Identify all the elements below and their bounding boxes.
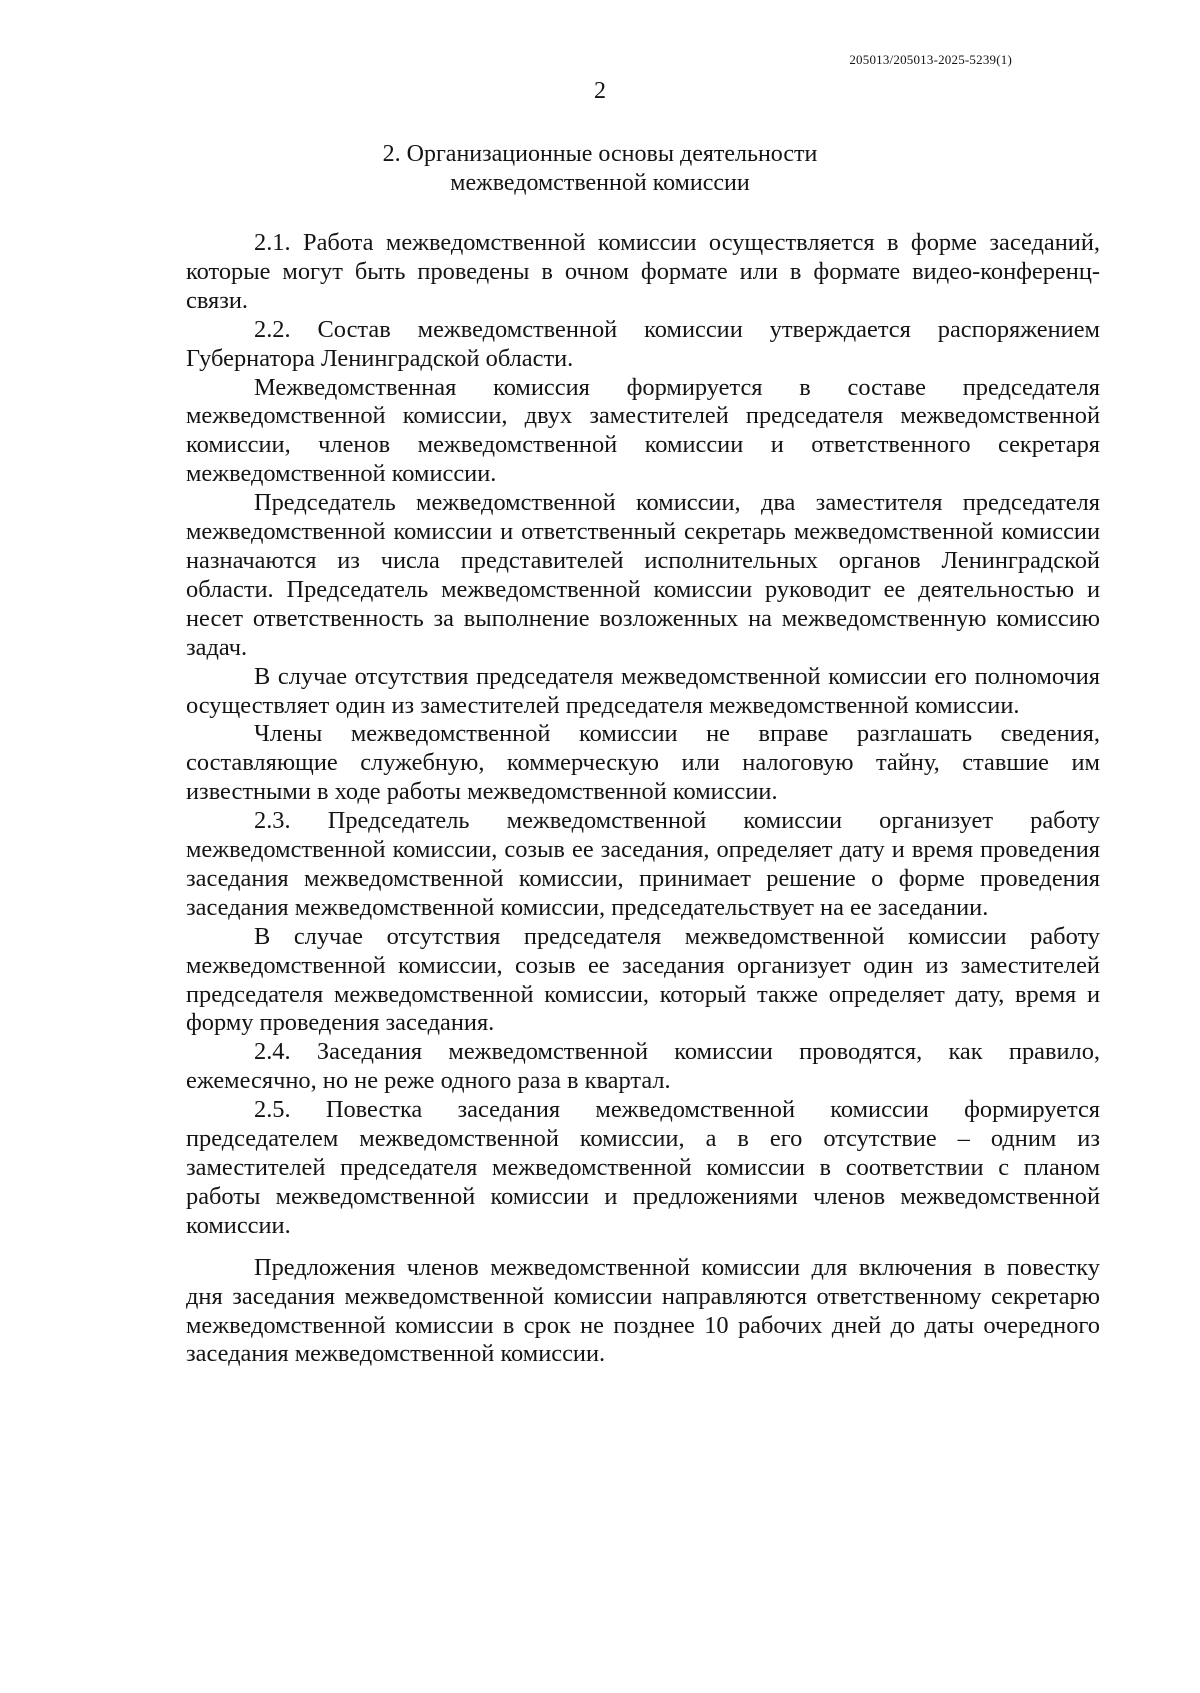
paragraph-2-1: 2.1. Работа межведомственной комиссии осуществляется в форме заседаний, которые могут быть проведены в очном формате или в формате видео-конференц-связи. (186, 229, 1100, 314)
paragraph-2-2: 2.2. Состав межведомственной комиссии утверждается распоряжением Губернатора Ленинградской области. (186, 315, 1100, 372)
paragraph-member-proposals: Предложения членов межведомственной комиссии для включения в повестку дня заседания межведомственной комиссии направляются ответственному секретарю межведомственной комиссии в срок не позднее 10 рабочих дней до даты очередного заседания межведомственной комиссии. (186, 1253, 1100, 1368)
paragraph-chairman-appointment: Председатель межведомственной комиссии, два заместителя председателя межведомственной комиссии и ответственный секретарь межведомственной комиссии назначаются из числа представителей исполнительных органов Ленинградской области. Председатель межведомственной комиссии руководит ее деятельностью и несет ответственность за выполнение возложенных на межведомственную комиссию задач. (186, 489, 1100, 661)
section-title-line-2: межведомственной комиссии (450, 170, 750, 196)
paragraph-2-4: 2.4. Заседания межведомственной комиссии проводятся, как правило, ежемесячно, но не реже одного раза в квартал. (186, 1038, 1100, 1095)
page-number: 2 (594, 78, 606, 104)
paragraph-chairman-absence-meeting: В случае отсутствия председателя межведомственной комиссии работу межведомственной комиссии, созыв ее заседания организует один из заместителей председателя межведомственной комиссии, который также определяет дату, время и форму проведения заседания. (186, 922, 1100, 1037)
document-body (186, 229, 1100, 1369)
section-title (0, 140, 1200, 198)
paragraph-2-5: 2.5. Повестка заседания межведомственной комиссии формируется председателем межведомственной комиссии, а в его отсутствие – одним из заместителей председателя межведомственной комиссии в соответствии с планом работы межведомственной комиссии и предложениями членов межведомственной комиссии. (186, 1096, 1100, 1239)
section-title-line-1: 2. Организационные основы деятельности (382, 141, 818, 167)
paragraph-chairman-absence: В случае отсутствия председателя межведомственной комиссии его полномочия осуществляет один из заместителей председателя межведомственной комиссии. (186, 662, 1100, 719)
document-code: 205013/205013-2025-5239(1) (849, 52, 1012, 67)
paragraph-2-3: 2.3. Председатель межведомственной комиссии организует работу межведомственной комиссии, созыв ее заседания, определяет дату и время проведения заседания межведомственной комиссии, принимает решение о форме проведения заседания межведомственной комиссии, председательствует на ее заседании. (186, 807, 1100, 921)
paragraph-commission-composition: Межведомственная комиссия формируется в составе председателя межведомственной комиссии, двух заместителей председателя межведомственной комиссии, членов межведомственной комиссии и ответственного секретаря межведомственной комиссии. (186, 373, 1100, 488)
paragraph-confidentiality: Члены межведомственной комиссии не вправе разглашать сведения, составляющие служебную, коммерческую или налоговую тайну, ставшие им известными в ходе работы межведомственной комиссии. (186, 720, 1100, 806)
